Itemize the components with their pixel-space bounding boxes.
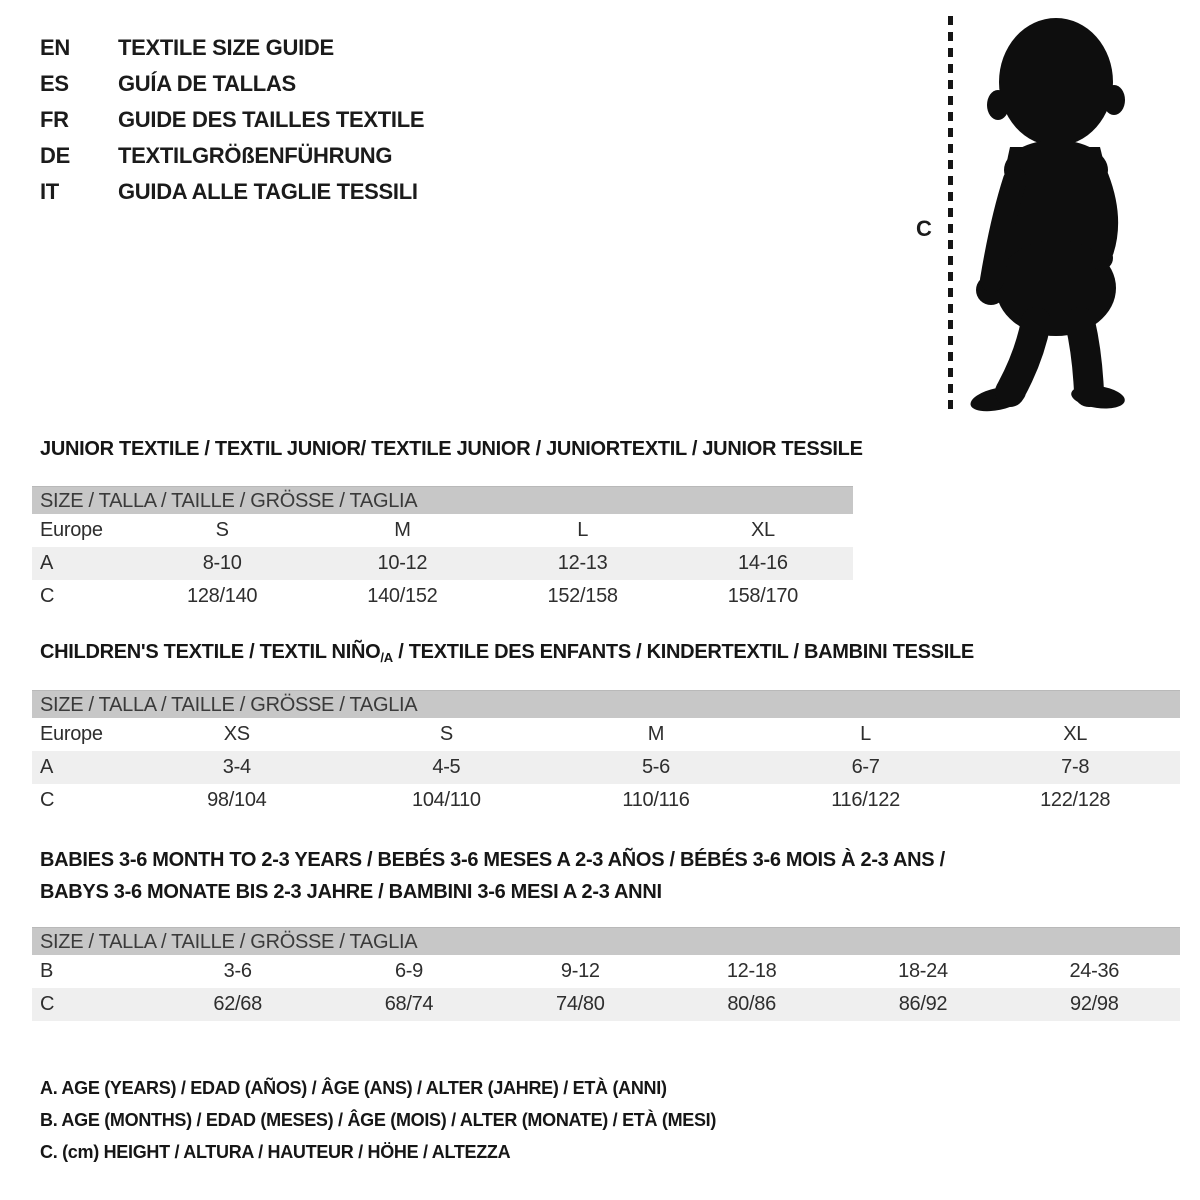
language-row [40, 30, 424, 66]
children-title-pre: CHILDREN'S TEXTILE / TEXTIL NIÑO [40, 641, 381, 663]
legend-notes [40, 1072, 716, 1168]
size-cell: S [439, 723, 453, 745]
size-cell: 140/152 [367, 585, 438, 607]
language-guide-title: GUIDA ALLE TAGLIE TESSILI [118, 179, 418, 204]
language-code: DE [40, 143, 70, 168]
size-cell: 8-10 [202, 552, 242, 574]
size-cell: M [394, 519, 411, 541]
language-guide-title: GUIDE DES TAILLES TEXTILE [118, 107, 425, 132]
size-cell: 14-16 [738, 552, 788, 574]
row-label: B [40, 960, 54, 982]
language-code: FR [40, 107, 69, 132]
table-row [32, 718, 1180, 751]
language-row [40, 102, 424, 138]
size-header-bar: SIZE / TALLA / TAILLE / GRÖSSE / TAGLIA [32, 486, 853, 514]
toddler-silhouette-icon [958, 12, 1148, 412]
table-row [32, 988, 1180, 1021]
legend-note-line: A. AGE (YEARS) / EDAD (AÑOS) / ÂGE (ANS) / ALTER (JAHRE) / ETÀ (ANNI) [40, 1078, 667, 1098]
section-title-babies-line1: BABIES 3-6 MONTH TO 2-3 YEARS / BEBÉS 3-6 MESES A 2-3 AÑOS / BÉBÉS 3-6 MOIS À 2-3 ANS / [40, 849, 945, 871]
size-cell: 12-13 [557, 552, 608, 574]
size-header-bar: SIZE / TALLA / TAILLE / GRÖSSE / TAGLIA [32, 927, 1180, 955]
section-title-junior: JUNIOR TEXTILE / TEXTIL JUNIOR/ TEXTILE JUNIOR / JUNIORTEXTIL / JUNIOR TESSILE [40, 438, 863, 460]
size-cell: 62/68 [213, 993, 262, 1015]
row-label: A [40, 756, 54, 778]
language-title-list [40, 30, 424, 210]
size-cell: 24-36 [1069, 960, 1120, 982]
size-cell: L [860, 723, 871, 745]
size-cell: L [577, 519, 589, 541]
size-cell: 9-12 [560, 960, 600, 982]
size-cell: 80/86 [727, 993, 776, 1015]
size-cell: 122/128 [1040, 789, 1111, 811]
size-cell: S [215, 519, 229, 541]
table-row [32, 784, 1180, 817]
size-cell: 7-8 [1061, 756, 1090, 778]
size-cell: M [647, 723, 665, 745]
size-cell: 3-6 [223, 960, 252, 982]
babies-size-table [32, 927, 1180, 1021]
row-label: Europe [40, 519, 103, 541]
table-row [32, 751, 1180, 784]
size-cell: 74/80 [556, 993, 605, 1015]
language-code: EN [40, 35, 70, 60]
size-cell: 128/140 [187, 585, 258, 607]
size-cell: 18-24 [898, 960, 948, 982]
size-cell: 98/104 [207, 789, 267, 811]
size-cell: 5-6 [641, 756, 670, 778]
section-title-babies-line2: BABYS 3-6 MONATE BIS 2-3 JAHRE / BAMBINI 3-6 MESI A 2-3 ANNI [40, 881, 662, 903]
size-cell: 68/74 [384, 993, 434, 1015]
size-cell: 152/158 [547, 585, 618, 607]
section-title-children [40, 641, 974, 665]
height-measure-label: C [916, 216, 932, 241]
size-cell: 92/98 [1070, 993, 1119, 1015]
size-cell: XL [1063, 723, 1088, 745]
size-cell: 3-4 [222, 756, 251, 778]
size-cell: XS [223, 723, 250, 745]
size-header-bar: SIZE / TALLA / TAILLE / GRÖSSE / TAGLIA [32, 690, 1180, 718]
size-cell: 116/122 [831, 789, 900, 811]
table-row [32, 955, 1180, 988]
size-cell: 6-9 [394, 960, 423, 982]
row-label: C [40, 789, 55, 811]
language-guide-title: TEXTILGRÖßENFÜHRUNG [118, 143, 393, 168]
size-cell: 10-12 [377, 552, 428, 574]
children-title-post: / TEXTILE DES ENFANTS / KINDERTEXTIL / BAMBINI TESSILE [392, 641, 974, 663]
size-cell: 86/92 [898, 993, 948, 1015]
language-code: IT [40, 179, 59, 204]
row-label: A [40, 552, 54, 574]
size-cell: 12-18 [726, 960, 777, 982]
legend-note-line: C. (cm) HEIGHT / ALTURA / HAUTEUR / HÖHE / ALTEZZA [40, 1142, 511, 1162]
table-row [32, 514, 853, 547]
size-cell: 158/170 [727, 585, 798, 607]
language-row [40, 174, 424, 210]
legend-note-line: B. AGE (MONTHS) / EDAD (MESES) / ÂGE (MOIS) / ALTER (MONATE) / ETÀ (MESI) [40, 1110, 717, 1130]
size-cell: 4-5 [432, 756, 461, 778]
size-cell: XL [750, 519, 775, 541]
row-label: C [40, 585, 55, 607]
size-cell: 6-7 [851, 756, 880, 778]
language-row [40, 138, 424, 174]
language-guide-title: TEXTILE SIZE GUIDE [118, 35, 334, 60]
table-row [32, 547, 853, 580]
size-cell: 110/116 [622, 789, 690, 811]
row-label: Europe [40, 723, 103, 745]
junior-size-table [32, 486, 853, 613]
table-row [32, 580, 853, 613]
size-cell: 104/110 [412, 789, 481, 811]
row-label: C [40, 993, 55, 1015]
children-title-subscript: /A [380, 650, 393, 665]
language-guide-title: GUÍA DE TALLAS [118, 71, 296, 96]
language-code: ES [40, 71, 69, 96]
language-row [40, 66, 424, 102]
height-dashed-line [948, 16, 953, 416]
children-size-table [32, 690, 1180, 817]
